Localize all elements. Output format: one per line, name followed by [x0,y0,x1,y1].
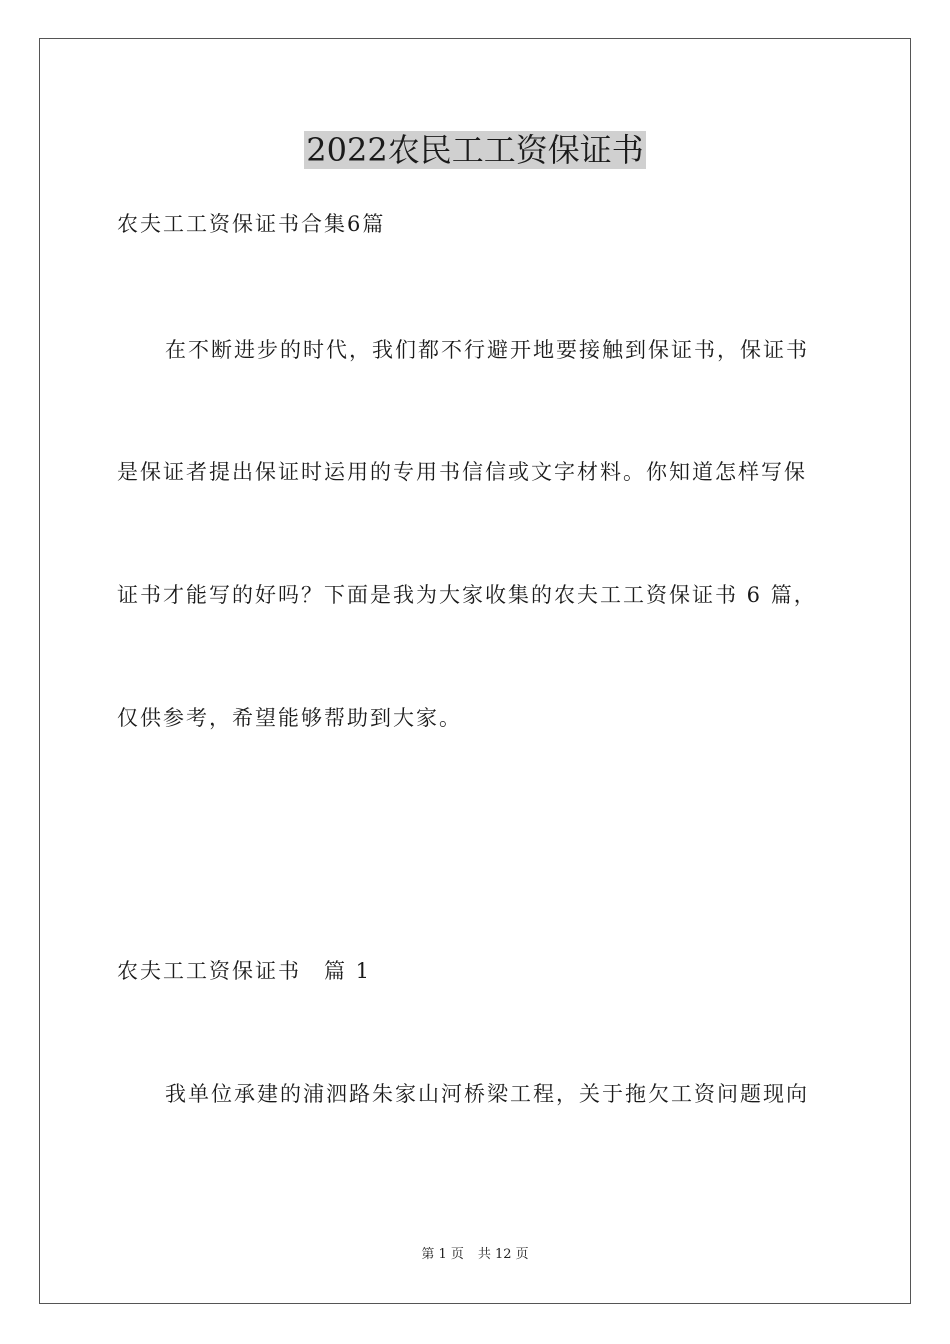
document-title [0,128,950,172]
page-total: 共 12 页 [477,1247,529,1262]
page-footer [0,1245,950,1265]
intro-line-3: 证书才能写的好吗？下面是我为大家收集的农夫工工资保证书 6 篇， [117,583,817,607]
document-subtitle: 农夫工工资保证书合集6篇 [117,212,386,236]
intro-line-2: 是保证者提出保证时运用的专用书信信或文字材料。你知道怎样写保 [117,460,807,484]
intro-line-4: 仅供参考，希望能够帮助到大家。 [117,706,462,730]
section-body-line-1: 我单位承建的浦泗路朱家山河桥梁工程，关于拖欠工资问题现向 [165,1082,809,1106]
document-title-text: 2022农民工工资保证书 [306,131,644,169]
page-number: 第 1 页 [421,1247,464,1262]
intro-line-1: 在不断进步的时代，我们都不行避开地要接触到保证书，保证书 [165,338,809,362]
section-heading: 农夫工工资保证书 篇 1 [117,959,372,983]
